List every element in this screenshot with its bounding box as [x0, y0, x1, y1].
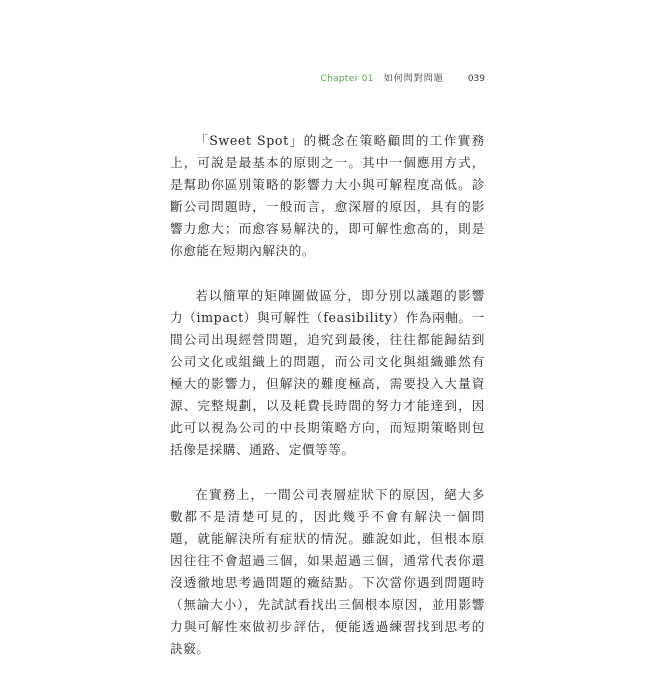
paragraph: 若以簡單的矩陣圖做區分，即分別以議題的影響力（impact）與可解性（feasibility）作為兩軸。一間公司出現經營問題，追究到最後，往往都能歸結到公司文化或組織上的問題，而公司文化與組織雖然有極大的影響力，但解決的難度極高，需要投入大量資源、完整規劃，以及耗費長時間的努力才能達到，因此可以視為公司的中長期策略方向，而短期策略則包括像是採購、通路、定價等等。: [170, 288, 485, 457]
chapter-title: 如何問對問題: [383, 74, 444, 84]
paragraph: 「Sweet Spot」的概念在策略顧問的工作實務上，可說是最基本的原則之一。其中一個應用方式，是幫助你區別策略的影響力大小與可解程度高低。診斷公司問題時，一般而言，愈深層的原因，具有的影響力愈大；而愈容易解決的，即可解性愈高的，則是你愈能在短期內解決的。: [170, 133, 485, 258]
body-text: [170, 130, 485, 683]
page-number: 039: [467, 74, 485, 84]
paragraph: 在實務上，一間公司表層症狀下的原因，絕大多數都不是清楚可見的，因此幾乎不會有解決一個問題，就能解決所有症狀的情況。雖說如此，但根本原因往往不會超過三個，如果超過三個，通常代表你還沒透徹地思考過問題的癥結點。下次當你遇到問題時（無論大小），先試試看找出三個根本原因，並用影響力與可解性來做初步評估，便能透過練習找到思考的訣竅。: [170, 487, 485, 656]
running-header: [321, 71, 486, 84]
chapter-label: Chapter 01: [320, 74, 374, 84]
